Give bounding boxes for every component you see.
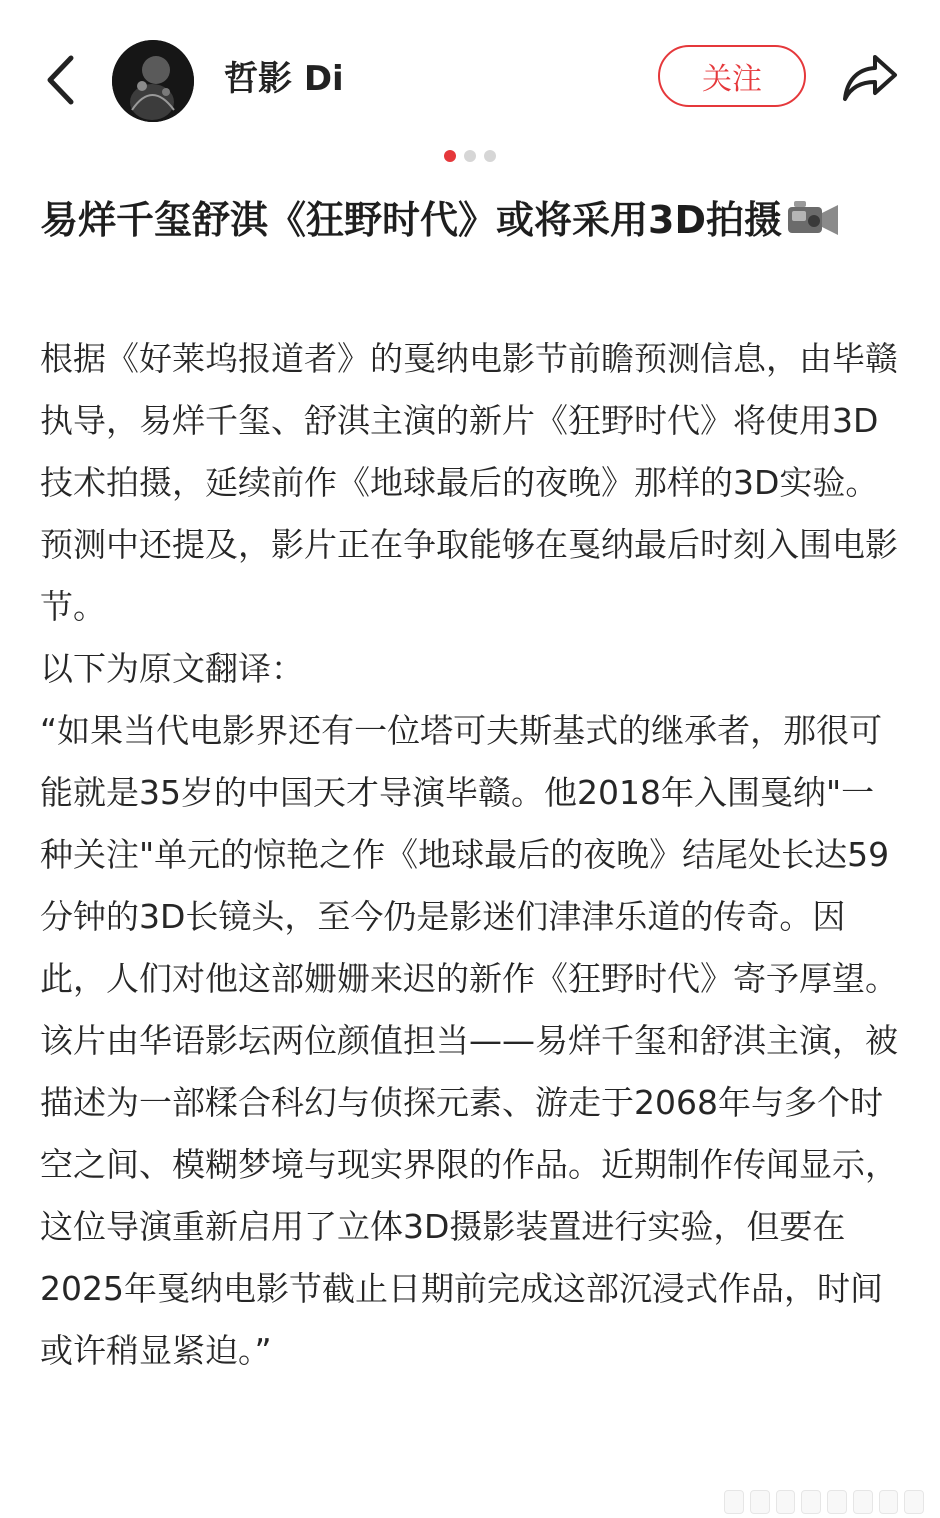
post-paragraph: “如果当代电影界还有一位塔可夫斯基式的继承者，那很可能就是35岁的中国天才导演毕赣。他2018年入围戛纳"一种关注"单元的惊艳之作《地球最后的夜晚》结尾处长达59分钟的3D长镜头，至今仍是影迷们津津乐道的传奇。因此，人们对他这部姗姗来迟的新作《狂野时代》寄予厚望。该片由华语影坛两位颜值担当——易烊千玺和舒淇主演，被描述为一部糅合科幻与侦探元素、游走于2068年与多个时空之间、模糊梦境与现实界限的作品。近期制作传闻显示，这位导演重新启用了立体3D摄影装置进行实验，但要在2025年戛纳电影节截止日期前完成这部沉浸式作品，时间或许稍显紧迫。” — [40, 711, 898, 1370]
post-paragraph: 根据《好莱坞报道者》的戛纳电影节前瞻预测信息，由毕赣执导，易烊千玺、舒淇主演的新片《狂野时代》将使用3D技术拍摄，延续前作《地球最后的夜晚》那样的3D实验。预测中还提及，影片正在争取能够在戛纳最后时刻入围电影节。 — [40, 339, 898, 626]
post-paragraph: 以下为原文翻译： — [40, 649, 304, 688]
pager-dot-active — [444, 150, 456, 162]
follow-button[interactable]: 关注 — [658, 45, 806, 107]
avatar-image — [112, 40, 194, 122]
post-title — [40, 190, 900, 250]
watermark-strip — [724, 1490, 924, 1516]
image-pager — [0, 150, 940, 162]
back-button[interactable] — [34, 48, 86, 112]
watermark-block — [801, 1490, 821, 1514]
watermark-block — [853, 1490, 873, 1514]
watermark-block — [776, 1490, 796, 1514]
share-button[interactable] — [838, 48, 902, 108]
avatar[interactable] — [112, 40, 194, 122]
username[interactable]: 哲影 Di — [224, 59, 344, 99]
watermark-block — [879, 1490, 899, 1514]
watermark-block — [827, 1490, 847, 1514]
watermark-block — [750, 1490, 770, 1514]
pager-dot — [464, 150, 476, 162]
top-bar — [0, 0, 940, 160]
chevron-left-icon — [45, 55, 75, 105]
share-arrow-icon — [841, 53, 899, 103]
video-camera-icon — [786, 196, 840, 236]
post-body — [40, 328, 900, 1382]
post-title-text: 易烊千玺舒淇《狂野时代》或将采用3D拍摄 — [40, 198, 782, 242]
watermark-block — [724, 1490, 744, 1514]
watermark-block — [904, 1490, 924, 1514]
pager-dot — [484, 150, 496, 162]
